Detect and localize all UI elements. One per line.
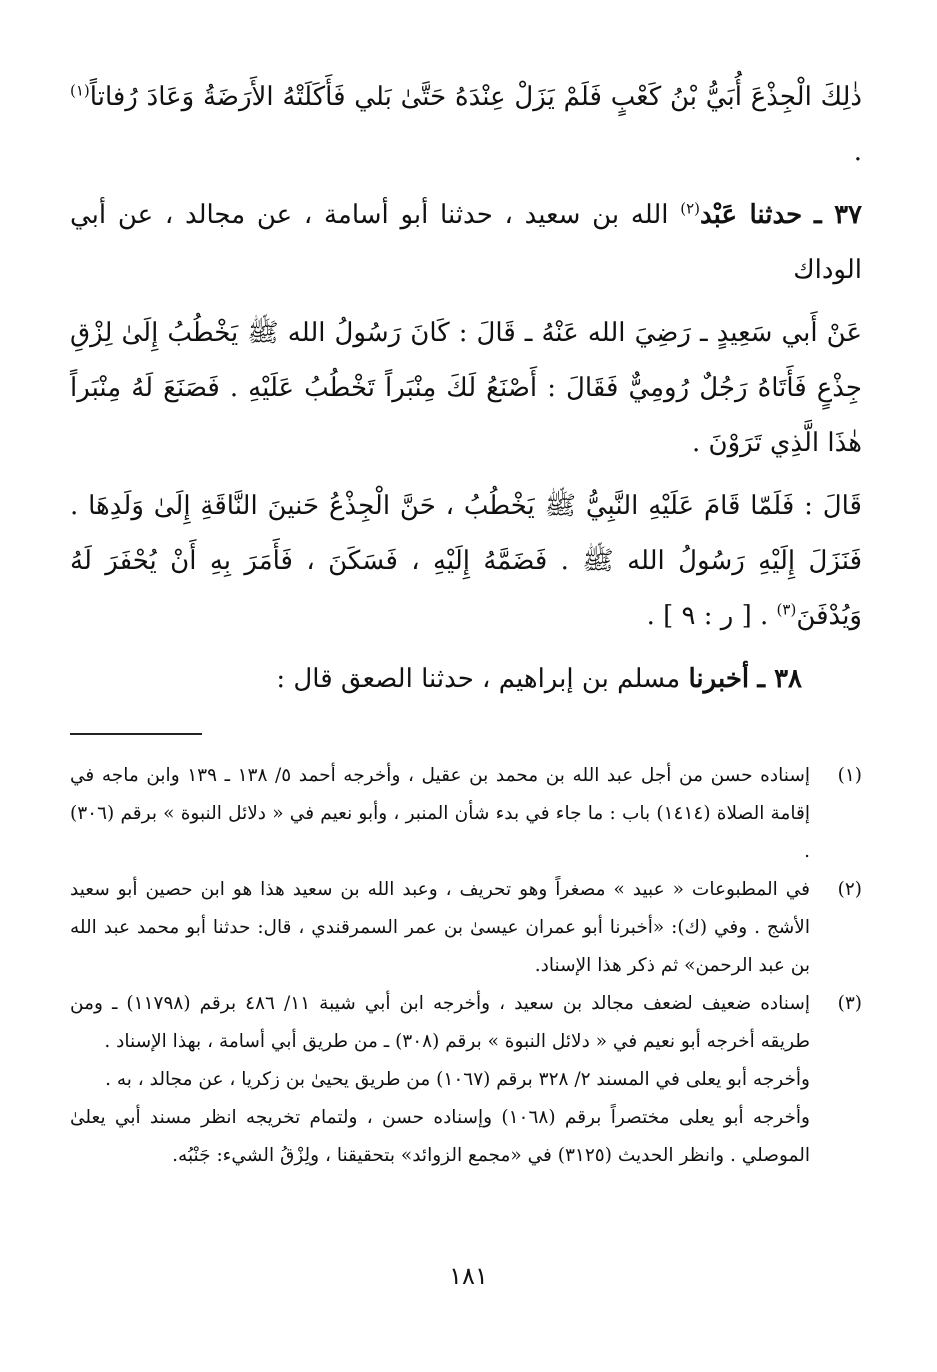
footnotes [70, 757, 862, 1175]
footnote-1 [70, 757, 862, 871]
paragraph-1 [70, 70, 862, 180]
page-number: ١٨١ [449, 1262, 488, 1290]
footnote-ref-1[interactable]: (١) [70, 81, 90, 100]
main-text [70, 70, 862, 707]
footnote-body [70, 757, 810, 871]
footnote-number: (٢) [837, 879, 862, 900]
footnote-body [70, 985, 810, 1175]
footnote-line: في المطبوعات « عبيد » مصغراً وهو تحريف ، وعبد الله بن سعيد هذا هو ابن حصين أبو سعيد الأشج . وفي (ك): «أخبرنا أبو عمران عيسىٰ بن عمر السمرقندي ، قال: حدثنا أبو محمد عبد الله بن عبد الرحمن» ثم ذكر هذا الإسناد. [70, 879, 810, 976]
hadith-number-38: ٣٨ ـ [757, 664, 802, 694]
hadith-number-37: ٣٧ ـ [813, 200, 863, 230]
paragraph-2: عَنْ أَبي سَعِيدٍ ـ رَضِيَ الله عَنْهُ ـ قَالَ : كَانَ رَسُولُ الله ﷺ يَخْطُبُ إِلَىٰ لِزْقِ جِذْعٍ فَأَتَاهُ رَجُلٌ رُومِيٌّ فَقَالَ : أَصْنَعُ لَكَ مِنْبَراً تَخْطُبُ عَلَيْهِ . فَصَنَعَ لَهُ مِنْبَراً هٰذَا الَّذِي تَرَوْنَ . [70, 318, 862, 458]
footnote-number: (١) [837, 765, 862, 786]
footnote-divider [70, 733, 202, 735]
paragraph-3-text: قَالَ : فَلَمّا قَامَ عَلَيْهِ النَّبِيُّ ﷺ يَخْطُبُ ، حَنَّ الْجِذْعُ حَنينَ النَّاقَةِ إِلَىٰ وَلَدِهَا . فَنَزَلَ إِلَيْهِ رَسُولُ الله ﷺ . فَضَمَّهُ إِلَيْهِ ، فَسَكَنَ ، فَأَمَرَ بِهِ أَنْ يُحْفَرَ لَهُ وَيُدْفَنَ [70, 491, 862, 631]
paragraph-1-end: . [853, 137, 862, 167]
paragraph-3 [70, 479, 862, 644]
hadith-38-lead: أخبرنا [688, 664, 750, 694]
footnote-ref-3[interactable]: (٣) [776, 600, 797, 619]
footnote-number: (٣) [837, 993, 862, 1014]
book-page [70, 70, 862, 1175]
hadith-37-chain-text: الله بن سعيد ، حدثنا أبو أسامة ، عن مجالد ، عن أبي الوداك [70, 200, 862, 285]
paragraph-3-end: . [ ر : ٩ ] . [646, 601, 777, 631]
footnote-line: إسناده حسن من أجل عبد الله بن محمد بن عقيل ، وأخرجه أحمد ٥/ ١٣٨ ـ ١٣٩ وابن ماجه في إقامة الصلاة (١٤١٤) باب : ما جاء في بدء شأن المنبر ، وأبو نعيم في « دلائل النبوة » برقم (٣٠٦) . [70, 765, 811, 862]
hadith-37-lead: حدثنا عَبْد [700, 200, 803, 230]
hadith-37-chain [70, 188, 862, 298]
footnote-ref-2[interactable]: (٢) [680, 199, 701, 218]
hadith-38-chain-text: مسلم بن إبراهيم ، حدثنا الصعق قال : [276, 664, 689, 694]
hadith-38-chain [70, 652, 862, 707]
footnote-line: وأخرجه أبو يعلى في المسند ٢/ ٣٢٨ برقم (١٠٦٧) من طريق يحيىٰ بن زكريا ، عن مجالد ، به . [105, 1069, 810, 1090]
footnote-line: إسناده ضعيف لضعف مجالد بن سعيد ، وأخرجه ابن أبي شيبة ١١/ ٤٨٦ برقم (١١٧٩٨) ـ ومن طريقه أخرجه أبو نعيم في « دلائل النبوة » برقم (٣٠٨) ـ من طريق أبي أسامة ، بهذا الإسناد . [70, 993, 811, 1052]
paragraph-1-text: ذٰلِكَ الْجِذْعَ أُبَيُّ بْنُ كَعْبٍ فَلَمْ يَزَلْ عِنْدَهُ حَتَّىٰ بَلي فَأَكَلَتْهُ الأَرَضَةُ وَعَادَ رُفاتاً [89, 82, 862, 112]
footnote-2 [70, 871, 862, 985]
footnote-body [70, 871, 810, 985]
footnote-3 [70, 985, 862, 1175]
footnote-line: وأخرجه أبو يعلى مختصراً برقم (١٠٦٨) وإسناده حسن ، ولتمام تخريجه انظر مسند أبي يعلىٰ الموصلي . وانظر الحديث (٣١٢٥) في «مجمع الزوائد» بتحقيقنا ، ولِزْقُ الشيء: جَنْبُه. [70, 1107, 810, 1166]
